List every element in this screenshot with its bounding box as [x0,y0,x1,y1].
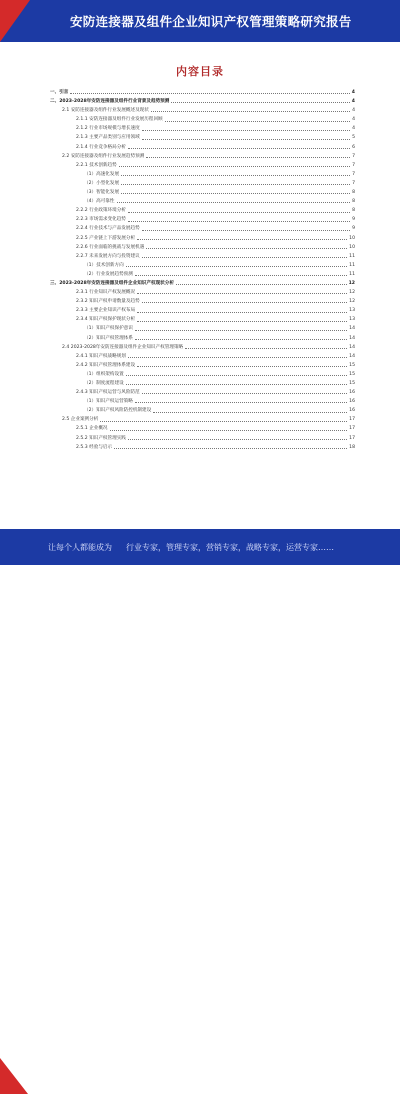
toc-leader-dots [142,224,350,230]
toc-entry-page: 4 [351,90,355,95]
toc-leader-dots [119,161,350,167]
toc-entry-label: （2）制度流程建设 [84,381,124,386]
toc-entry[interactable] [50,270,355,279]
toc-entry-page: 9 [352,226,355,232]
toc-entry-label: 2.4.3 知识产权运营与风险防范 [76,390,140,396]
toc-entry-label: 2.3.3 主要企业知识产权布局 [76,308,136,314]
toc-leader-dots [128,206,350,212]
toc-entry-page: 11 [349,271,355,277]
toc-heading: 内容目录 [176,65,224,78]
toc-entry-page: 12 [349,299,355,305]
toc-leader-dots [151,106,350,112]
toc-entry[interactable] [50,224,355,233]
toc-entry-label: 2.5 企业案例分析 [62,417,99,423]
footer-slogan: 行业专家，管理专家，营销专家，战略专家，运营专家…… [126,542,334,552]
toc-entry-page: 14 [349,353,355,359]
toc-entry-label: 2.1.4 行业竞争格局分析 [76,144,126,150]
toc-entry[interactable] [50,97,355,106]
toc-leader-dots [135,324,347,330]
toc-entry-page: 17 [349,435,355,441]
toc-entry[interactable] [50,170,355,179]
toc-entry-page: 4 [351,99,355,105]
toc-entry-page: 10 [349,244,355,250]
toc-entry[interactable] [50,315,355,324]
report-title: 安防连接器及组件企业知识产权管理策略研究报告 [70,14,352,29]
toc-entry-page: 8 [352,208,355,214]
toc-leader-dots [126,370,347,376]
toc-entry[interactable] [50,343,355,352]
toc-entry[interactable] [50,297,355,306]
toc-entry-page: 4 [352,117,355,123]
toc-entry-label: 2.1.1 安防连接器及组件行业发展历程回顾 [76,117,163,123]
toc-leader-dots [100,415,347,421]
toc-leader-dots [165,115,350,121]
toc-entry-label: 二、2023-2028年安防连接器及组件行业背景及趋势预测 [50,99,170,105]
toc-entry[interactable] [50,379,355,388]
toc-leader-dots [142,133,350,139]
toc-entry-label: 2.2.5 产业链上下游发展分析 [76,235,136,241]
footer-brand: 让每个人都能成为 [48,542,112,552]
report-footer [0,529,400,565]
toc-entry[interactable] [50,143,355,152]
toc-entry-label: 2.2.6 行业面临的挑战与发展机遇 [76,244,145,250]
toc-entry[interactable] [50,106,355,115]
toc-entry-label: （1）知识产权运营策略 [84,399,133,405]
toc-entry[interactable] [50,243,355,252]
footer-red-accent [0,1058,28,1094]
toc-leader-dots [153,406,347,412]
toc-entry-label: 2.2.2 行业政策环境分析 [76,208,126,214]
toc-entry-label: 2.1.3 主要产品类别与应用领域 [76,135,140,141]
toc-entry[interactable] [50,234,355,243]
toc-leader-dots [128,434,347,440]
toc-entry[interactable] [50,306,355,315]
toc-leader-dots [110,424,348,430]
toc-entry-label: 2.5.3 经验与启示 [76,444,113,450]
toc-entry[interactable] [50,161,355,170]
toc-leader-dots [70,88,349,94]
toc-leader-dots [176,279,347,285]
toc-entry-page: 16 [349,399,355,405]
toc-leader-dots [117,197,351,203]
toc-entry-label: 2.3.4 知识产权保护现状分析 [76,317,136,323]
toc-leader-dots [128,143,350,149]
toc-entry[interactable] [50,406,355,415]
toc-entry[interactable] [50,388,355,397]
toc-leader-dots [114,443,347,449]
toc-entry-page: 7 [352,180,355,186]
toc-entry-page: 9 [352,217,355,223]
toc-entry-page: 15 [349,362,355,368]
toc-leader-dots [142,252,347,258]
toc-leader-dots [121,179,350,185]
toc-entry-label: 2.5.1 企业概况 [76,426,108,432]
toc-entry[interactable] [50,152,355,161]
toc-leader-dots [135,270,347,276]
toc-leader-dots [121,170,350,176]
toc-entry-label: （1）技术创新方向 [84,262,124,268]
toc-leader-dots [135,397,347,403]
toc-entry[interactable] [50,443,355,452]
toc-entry[interactable] [50,188,355,197]
toc-entry-label: （2）行业发展趋势预测 [84,271,133,277]
toc-entry-label: （1）组织架构设置 [84,371,124,377]
toc-entry[interactable] [50,415,355,424]
toc-entry-page: 4 [352,126,355,132]
toc-entry-page: 14 [349,326,355,332]
toc-entry-page: 8 [352,190,355,196]
toc-entry-page: 5 [352,135,355,141]
toc-entry-label: 2.2.7 未来发展方向与投资建议 [76,253,140,259]
toc-entry-label: （2）知识产权风险防控机制建设 [84,408,152,414]
toc-entry-label: 2.4 2023-2028年安防连接器及组件企业知识产权管理策略 [62,344,184,350]
toc-entry-label: 2.1 安防连接器及组件行业发展概述及现状 [62,108,149,114]
toc-entry-page: 14 [349,344,355,350]
table-of-contents [50,88,355,452]
toc-entry[interactable] [50,206,355,215]
toc-entry-page: 12 [349,290,355,296]
toc-leader-dots [142,388,347,394]
toc-entry-label: （1）高速化发展 [84,171,120,177]
toc-leader-dots [142,297,347,303]
toc-leader-dots [121,188,350,194]
toc-leader-dots [146,152,350,158]
toc-entry[interactable] [50,115,355,124]
toc-entry[interactable] [50,324,355,333]
toc-entry-page: 4 [352,108,355,114]
toc-leader-dots [185,343,347,349]
toc-entry-page: 14 [349,335,355,341]
toc-entry-label: 2.2.1 技术创新趋势 [76,162,117,168]
toc-entry-page: 11 [349,262,355,268]
toc-entry[interactable] [50,334,355,343]
toc-entry[interactable] [50,197,355,206]
toc-entry-page: 16 [349,408,355,414]
toc-entry-page: 12 [348,280,355,286]
toc-entry[interactable] [50,279,355,288]
toc-leader-dots [137,288,347,294]
toc-entry-label: 2.4.2 知识产权管理体系建设 [76,362,136,368]
toc-entry[interactable] [50,88,355,97]
toc-leader-dots [126,379,347,385]
toc-leader-dots [128,352,347,358]
toc-leader-dots [142,124,350,130]
toc-entry[interactable] [50,397,355,406]
toc-leader-dots [171,97,349,103]
toc-entry[interactable] [50,361,355,370]
toc-entry-label: （2）小型化发展 [84,180,120,186]
toc-entry-label: 2.2.4 行业技术与产品发展趋势 [76,226,140,232]
toc-leader-dots [126,261,347,267]
toc-leader-dots [137,306,347,312]
toc-entry-label: 一、引言 [50,90,69,95]
toc-entry[interactable] [50,215,355,224]
toc-entry[interactable] [50,424,355,433]
toc-entry-page: 13 [349,308,355,314]
toc-entry-label: （4）高可靠性 [84,199,115,205]
toc-entry[interactable] [50,252,355,261]
toc-entry[interactable] [50,179,355,188]
toc-leader-dots [137,361,347,367]
toc-leader-dots [137,234,347,240]
toc-entry-page: 7 [352,153,355,159]
toc-entry-label: 三、2023-2028年安防连接器及组件企业知识产权现状分析 [50,280,174,286]
toc-entry[interactable] [50,434,355,443]
toc-entry[interactable] [50,370,355,379]
toc-leader-dots [135,334,347,340]
toc-entry-page: 17 [349,417,355,423]
toc-entry-label: 2.5.2 知识产权管理实践 [76,435,126,441]
header-red-accent [0,0,30,42]
toc-entry-label: 2.1.2 行业市场规模与增长速度 [76,126,140,132]
toc-leader-dots [146,243,347,249]
toc-entry-page: 17 [349,426,355,432]
toc-entry-page: 10 [349,235,355,241]
report-header [0,0,400,42]
toc-entry[interactable] [50,261,355,270]
toc-leader-dots [137,315,347,321]
toc-entry-label: 2.2.3 市场需求变化趋势 [76,217,126,223]
toc-entry-label: （3）智能化发展 [84,190,120,196]
toc-entry-page: 7 [352,171,355,177]
toc-entry-page: 18 [349,444,355,450]
toc-leader-dots [128,215,350,221]
toc-entry-page: 16 [349,390,355,396]
toc-entry-page: 7 [352,162,355,168]
toc-entry[interactable] [50,352,355,361]
toc-entry-page: 6 [352,144,355,150]
toc-entry-label: 2.4.1 知识产权战略规划 [76,353,126,359]
toc-entry-label: （2）知识产权管理体系 [84,335,133,341]
toc-entry-label: 2.3.1 行业知识产权发展概况 [76,290,136,296]
toc-entry-page: 15 [349,381,355,386]
toc-entry-label: 2.3.2 知识产权申请数量及趋势 [76,299,140,305]
toc-entry-page: 11 [349,253,355,259]
toc-entry[interactable] [50,288,355,297]
toc-entry[interactable] [50,133,355,142]
toc-entry-label: 2.2 安防连接器及组件行业发展趋势预测 [62,153,145,159]
toc-entry-label: （1）知识产权保护意识 [84,326,133,332]
toc-entry-page: 13 [349,317,355,323]
toc-entry[interactable] [50,124,355,133]
toc-entry-page: 8 [352,199,355,205]
toc-entry-page: 15 [349,371,355,377]
